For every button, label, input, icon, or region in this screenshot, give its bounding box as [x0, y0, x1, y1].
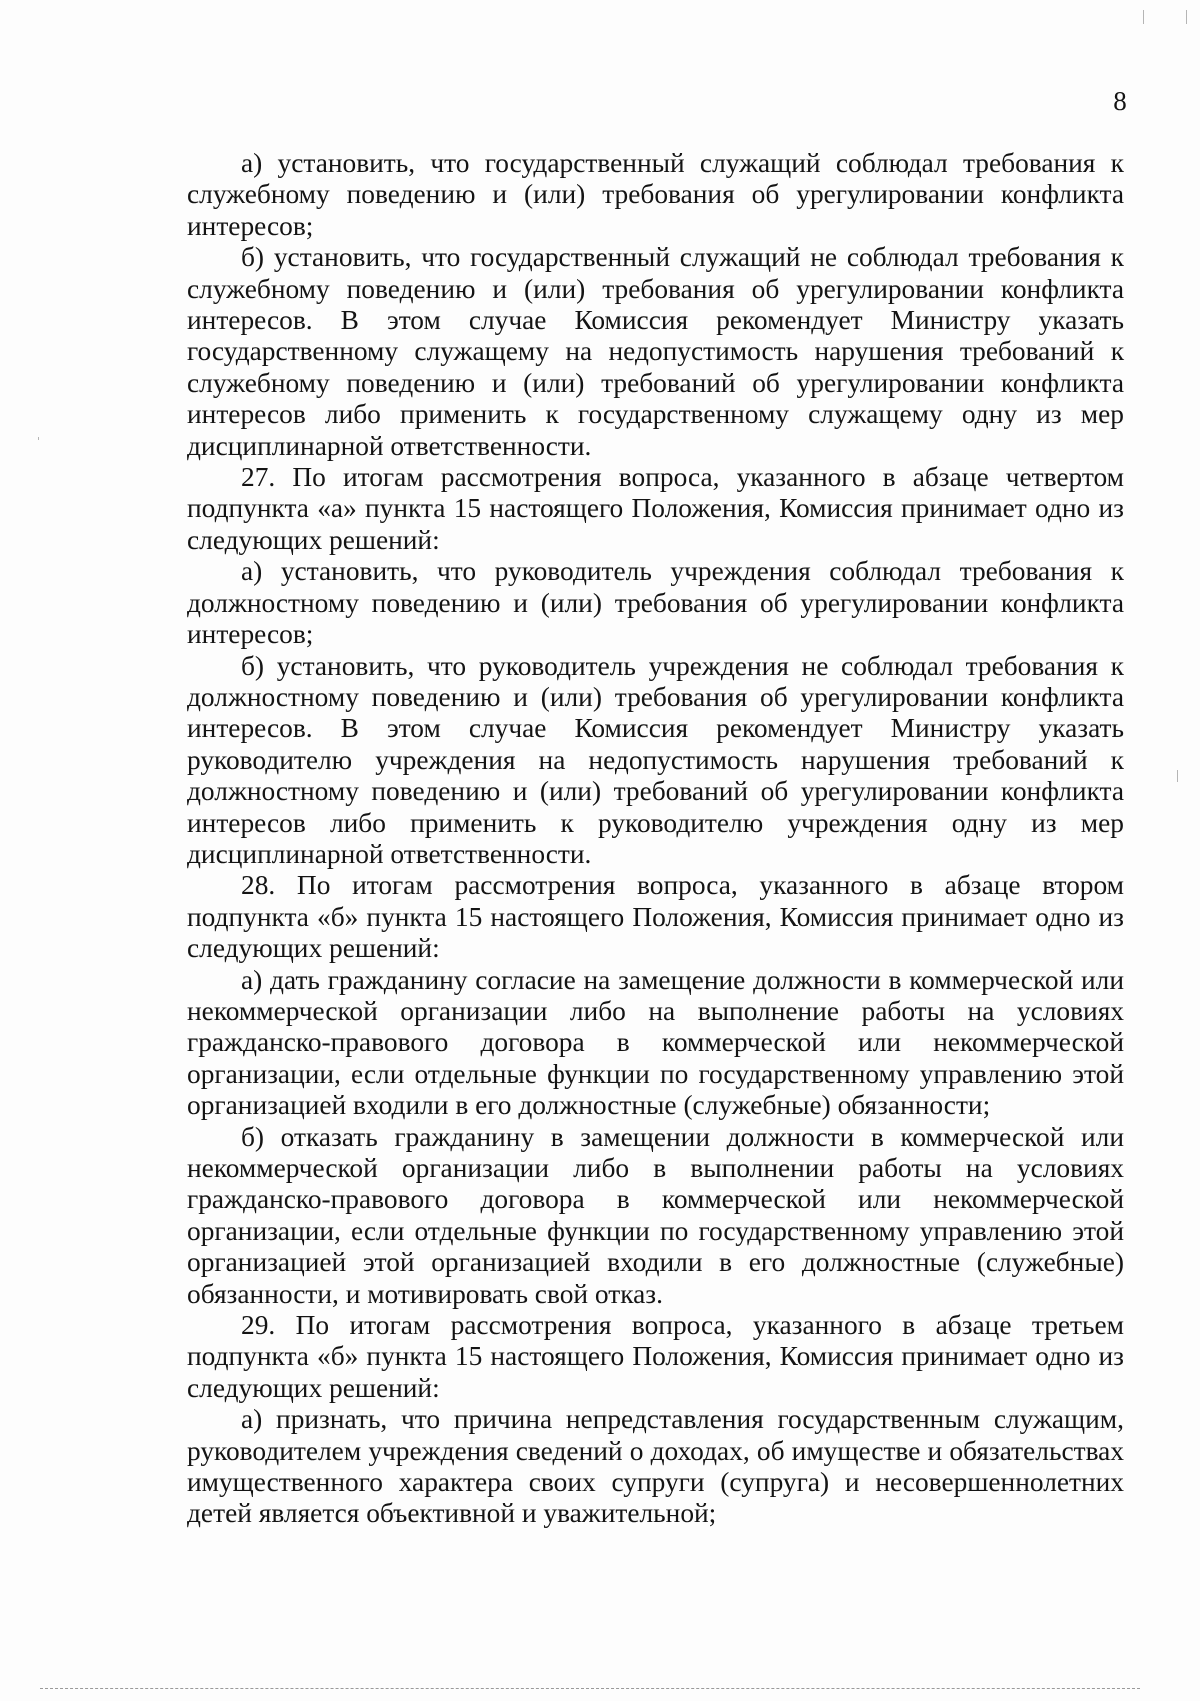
scan-mark-top-right	[1143, 10, 1144, 24]
document-body	[187, 148, 1124, 1530]
scan-edge-line	[40, 1688, 1140, 1689]
scan-mark-top-far-right	[1186, 10, 1187, 24]
paragraph-26a: а) установить, что государственный служащий соблюдал требования к служебному поведению и (или) требования об урегулировании конфликта интересов;	[187, 148, 1124, 241]
paragraph-28a: а) дать гражданину согласие на замещение должности в коммерческой или некоммерческой организации либо на выполнение работы на условиях гражданско-правового договора в коммерческой или некоммерческой организации, если отдельные функции по государственному управлению этой организацией входили в его должностные (служебные) обязанности;	[187, 964, 1124, 1121]
paragraph-27b: б) установить, что руководитель учреждения не соблюдал требования к должностному поведению и (или) требования об урегулировании конфликта интересов. В этом случае Комиссия рекомендует Министру указать руководителю учреждения на недопустимость нарушения требований к должностному поведению и (или) требований об урегулировании конфликта интересов либо применить к руководителю учреждения одну из мер дисциплинарной ответственности.	[187, 650, 1124, 869]
paragraph-29a: а) признать, что причина непредставления государственным служащим, руководителем учреждения сведений о доходах, об имуществе и обязательствах имущественного характера своих супруги (супруга) и несовершеннолетних детей является объективной и уважительной;	[187, 1404, 1124, 1529]
paragraph-28: 28. По итогам рассмотрения вопроса, указанного в абзаце втором подпункта «б» пункта 15 настоящего Положения, Комиссия принимает одно из следующих решений:	[187, 870, 1124, 964]
paragraph-29: 29. По итогам рассмотрения вопроса, указанного в абзаце третьем подпункта «б» пункта 15 настоящего Положения, Комиссия принимает одно из следующих решений:	[187, 1310, 1124, 1403]
paragraph-27: 27. По итогам рассмотрения вопроса, указанного в абзаце четвертом подпункта «а» пункта 15 настоящего Положения, Комиссия принимает одно из следующих решений:	[187, 462, 1124, 555]
page-number: 8	[1113, 86, 1127, 116]
paragraph-28b: б) отказать гражданину в замещении должности в коммерческой или некоммерческой организации либо в выполнении работы на условиях гражданско-правового договора в коммерческой или некоммерческой организации, если отдельные функции по государственному управлению этой организацией этой организацией входили в его должностные (служебные) обязанности, и мотивировать свой отказ.	[187, 1121, 1124, 1309]
scan-mark-left	[38, 437, 39, 440]
paragraph-27a: а) установить, что руководитель учреждения соблюдал требования к должностному поведению и (или) требования об урегулировании конфликта интересов;	[187, 556, 1124, 650]
paragraph-26b: б) установить, что государственный служащий не соблюдал требования к служебному поведению и (или) требования об урегулировании конфликта интересов. В этом случае Комиссия рекомендует Министру указать государственному служащему на недопустимость нарушения требований к служебному поведению и (или) требований об урегулировании конфликта интересов либо применить к государственному служащему одну из мер дисциплинарной ответственности.	[187, 242, 1124, 461]
scan-mark-right	[1177, 770, 1178, 782]
